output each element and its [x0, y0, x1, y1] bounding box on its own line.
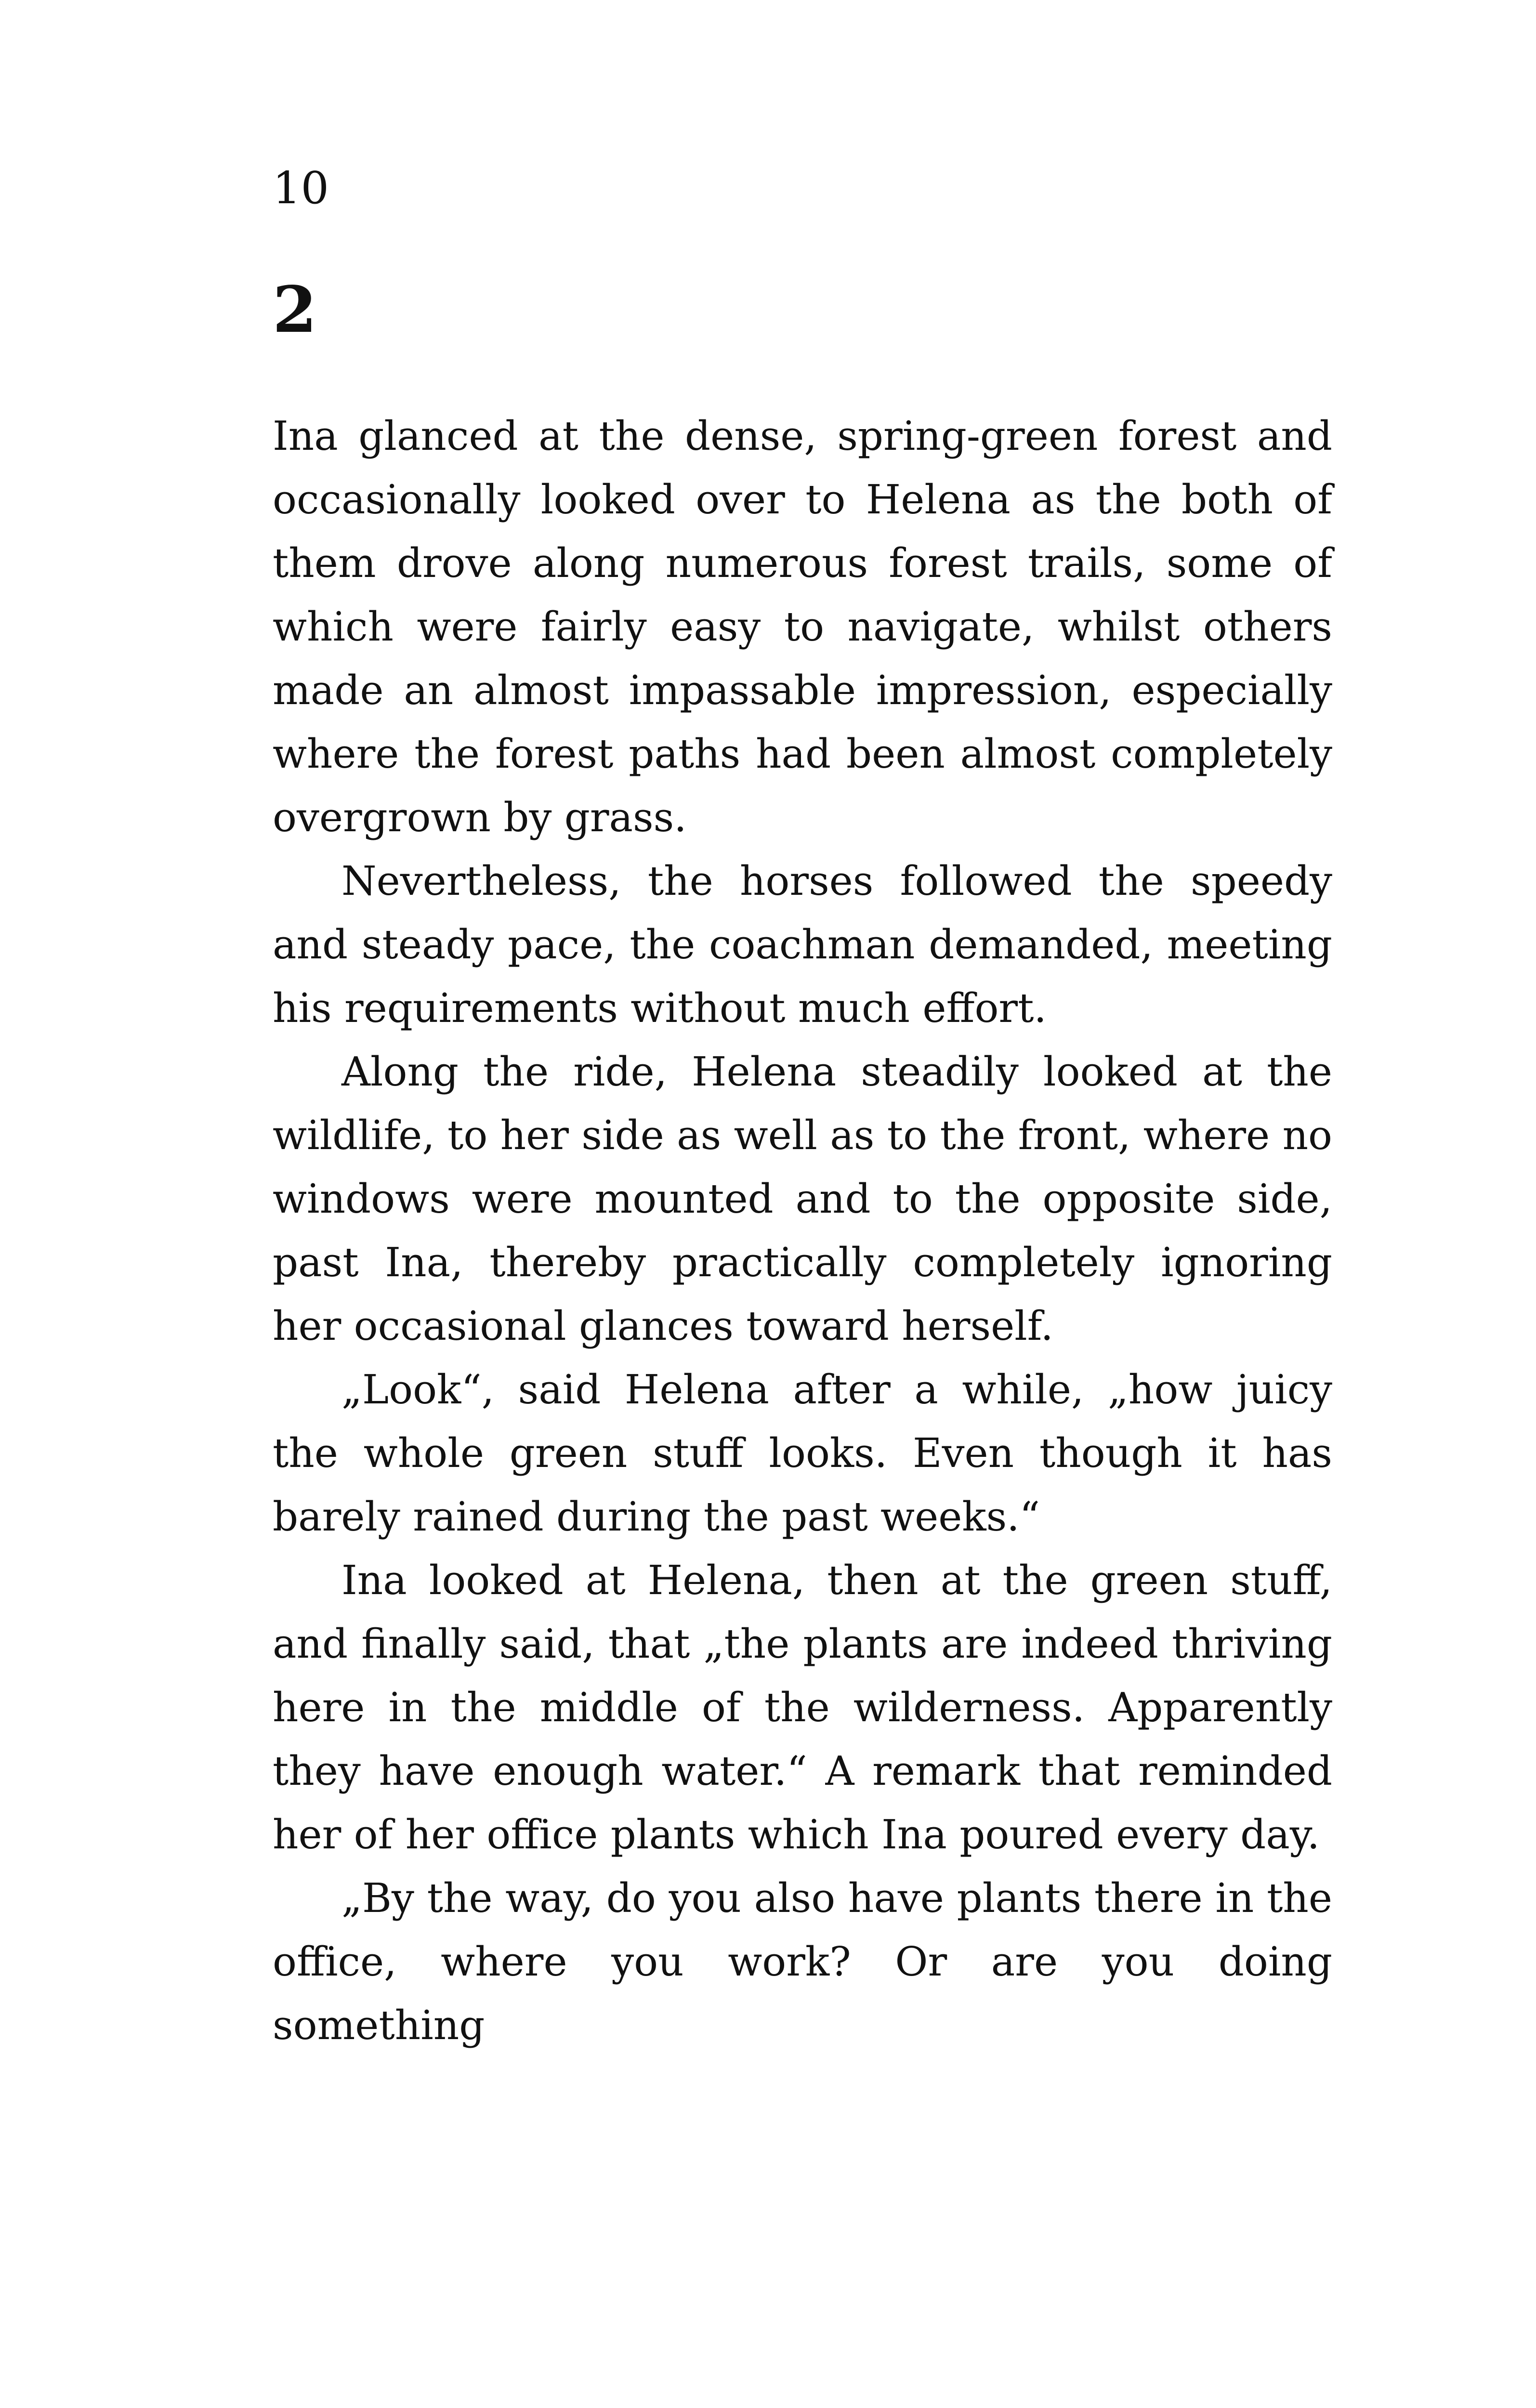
paragraph-2: Nevertheless, the horses followed the speedy and steady pace, the coachman demanded, meeting his requirements without much effort. [273, 858, 1332, 1032]
paragraph-1: Ina glanced at the dense, spring-green forest and occasionally looked over to Helena as the both of them drove along numerous forest trails, some of which were fairly easy to navigate, whilst others made an almost impassable impression, especially where the forest paths had been almost completely overgrown by grass. [273, 413, 1332, 841]
paragraph-3: Along the ride, Helena steadily looked at the wildlife, to her side as well as to the front, where no windows were mounted and to the opposite side, past Ina, thereby practically completely ignoring her occasional glances toward herself. [273, 1048, 1332, 1349]
page-number: 10 [273, 162, 329, 214]
chapter-heading: 2 [273, 273, 317, 347]
paragraph-6: „By the way, do you also have plants there in the office, where you work? Or are you doing something [273, 1875, 1332, 2049]
paragraph-5: Ina looked at Helena, then at the green stuff, and finally said, that „the plants are indeed thriving here in the middle of the wilderness. Apparently they have enough water.“ A remark that reminded her of her office plants which Ina poured every day. [273, 1557, 1332, 1858]
paragraph-4: „Look“, said Helena after a while, „how juicy the whole green stuff looks. Even though it has barely rained during the past weeks.“ [273, 1366, 1332, 1540]
body-text [273, 405, 1332, 2057]
